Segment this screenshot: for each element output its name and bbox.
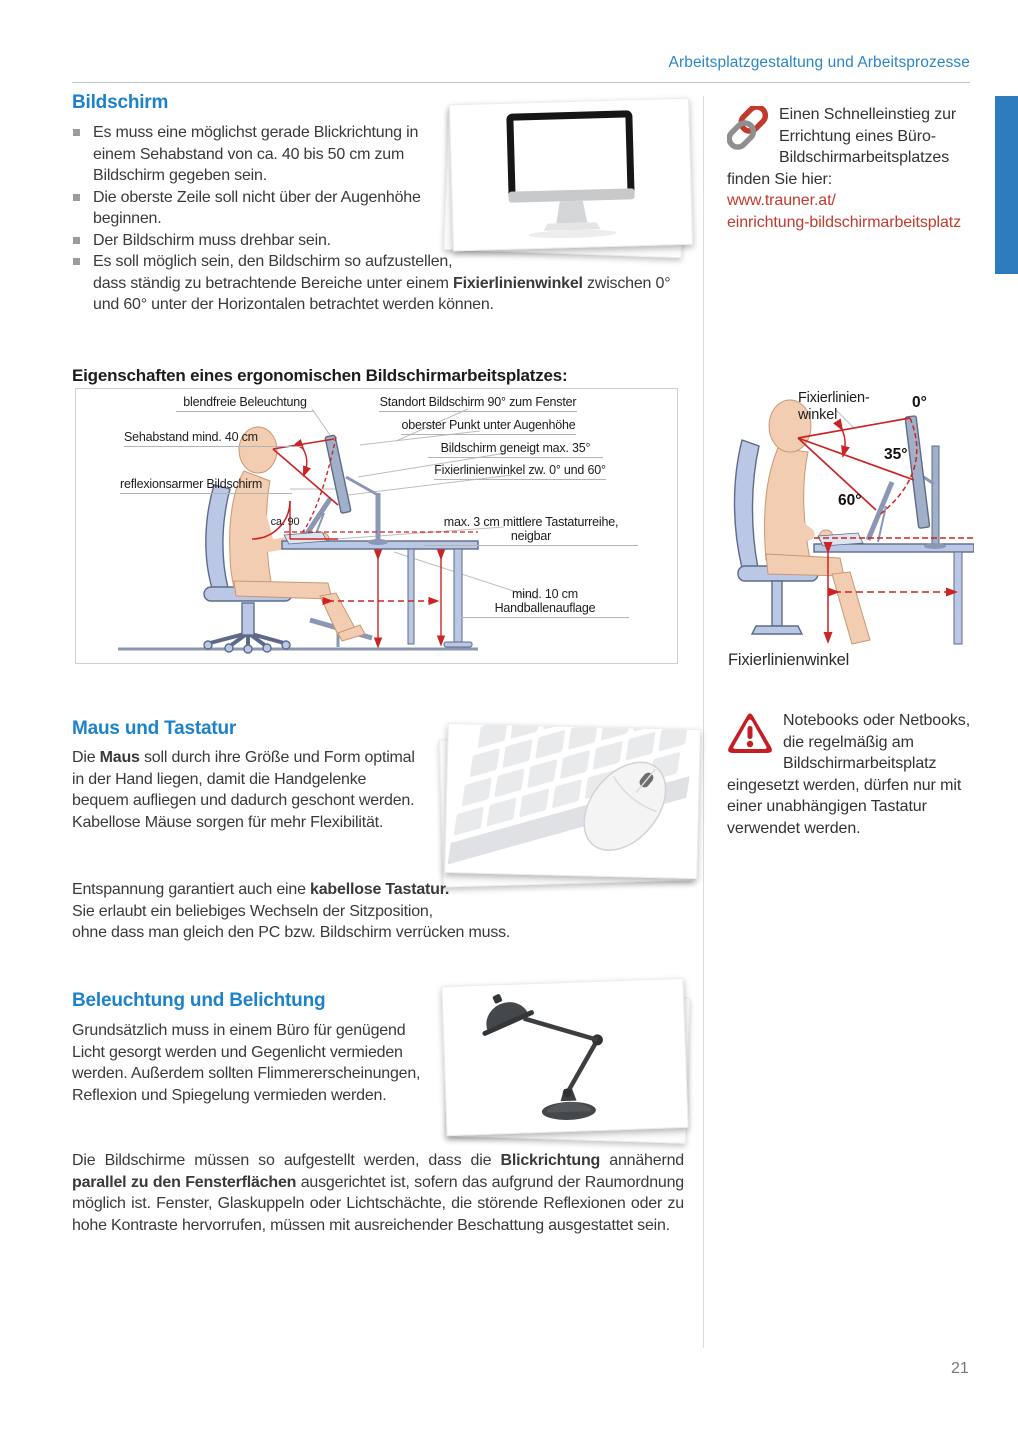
quicklink-url-line2[interactable]: einrichtung-bildschirmarbeitsplatz (727, 213, 962, 231)
diagram-label-beleuchtung: blendfreie Beleuchtung (176, 395, 314, 412)
entspannung-paragraph: Entspannung garantiert auch eine kabellose Tastatur. Sie erlaubt ein beliebiges Wechseln der Sitzposition, ohne dass man gleich den PC bzw. Bildschirm verrücken muss. (72, 879, 684, 944)
angle-label-0: 0° (912, 394, 927, 411)
header-rule (72, 82, 970, 83)
bullet-text: Der Bildschirm muss drehbar sein. (93, 231, 331, 249)
monitor-photo (449, 98, 693, 252)
lamp-photo (441, 978, 688, 1136)
link-icon (727, 106, 769, 150)
blickrichtung-paragraph: Die Bildschirme müssen so aufgestellt werden, dass die Blickrichtung annähernd parallel zu den Fensterflächen ausgerichtet ist, sofern das aufgrund der Raumordnung möglich ist. Fenster, Glaskuppeln oder Lichtschächte, die störende Reflexionen oder zu hohe Kontraste hervorrufen, müssen mit ausreichender Beschattung ausgestattet sein. (72, 1152, 684, 1234)
keyboard-photo (444, 723, 701, 879)
bildschirm-heading: Bildschirm (72, 92, 169, 113)
fixierlinien-diagram (728, 388, 974, 650)
quicklink-note (727, 104, 975, 233)
diagram-label-winkel90: ca. 90 (270, 516, 300, 528)
ergonomics-heading: Eigenschaften eines ergonomischen Bildschirmarbeitsplatzes: (72, 366, 568, 385)
warning-text: Notebooks oder Netbooks, die regelmäßig am Bildschirmarbeitsplatz eingesetzt werden, dürfen nur mit einer unabhängigen Tastatur verwendet werden. (727, 712, 971, 837)
ergonomics-diagram (75, 388, 678, 664)
warning-icon (727, 712, 773, 754)
diagram-label-fixierlinienwinkel: Fixierlinienwinkel zw. 0° und 60° (434, 463, 606, 480)
page-number: 21 (951, 1360, 969, 1377)
lamp-illustration (442, 979, 687, 1135)
column-divider (703, 96, 704, 1348)
fixierlinien-label-line1: Fixierlinien- (798, 390, 870, 406)
fixierlinien-label-line2: winkel (798, 407, 838, 423)
bullet-marker (73, 258, 80, 265)
beleuchtung-paragraph: Grundsätzlich muss in einem Büro für genügend Licht gesorgt werden und Gegenlicht vermieden werden. Außerdem sollten Flimmererscheinungen, Reflexion und Spiegelung vermieden werden. (72, 1022, 421, 1104)
diagram-label-tastaturreihe: max. 3 cm mittlere Tastaturreihe, neigbar (424, 515, 638, 546)
diagram-label-sehabstand: Sehabstand mind. 40 cm (124, 430, 302, 447)
fixierlinien-diagram-canvas (728, 388, 974, 650)
angle-label-60: 60° (838, 492, 862, 509)
bullet-text: Es muss eine möglichst gerade Blickrichtung in einem Sehabstand von ca. 40 bis 50 cm zum Bildschirm gegeben sein. (93, 124, 419, 184)
warning-note (727, 710, 975, 839)
angle-label-35: 35° (884, 446, 908, 463)
diagram-label-reflexionsarm: reflexionsarmer Bildschirm (120, 477, 292, 494)
diagram-label-oberster-punkt: oberster Punkt unter Augenhöhe (401, 418, 576, 435)
bullet-marker (73, 237, 80, 244)
bullet-marker (73, 129, 80, 136)
bullet-marker (73, 194, 80, 201)
monitor-illustration (450, 99, 692, 251)
diagram-label-standort: Standort Bildschirm 90° zum Fenster (379, 395, 577, 412)
wrap-spacer (469, 879, 684, 901)
diagram-label-handballen: mind. 10 cm Handballenauflage (461, 587, 629, 618)
keyboard-illustration (445, 724, 700, 878)
diagram-label-geneigt: Bildschirm geneigt max. 35° (428, 441, 603, 458)
bullet-text: Es soll möglich sein, den Bildschirm so aufzustellen, dass ständig zu betrachtende Bereiche unter einem Fixierlinienwinkel zwischen 0° und 60° unter der Horizontalen betrachtet werden können. (93, 253, 671, 313)
maus-heading: Maus und Tastatur (72, 718, 237, 739)
maus-paragraph: Die Maus soll durch ihre Größe und Form optimal in der Hand liegen, damit die Handgelenke bequem aufliegen und dadurch geschont werden. Kabellose Mäuse sorgen für mehr Flexibilität. (72, 749, 415, 831)
quicklink-text: Einen Schnelleinstieg zur Errichtung eines Büro-Bildschirmarbeitsplatzes finden Sie hier: (727, 106, 957, 188)
quicklink-url-line1[interactable]: www.trauner.at/ (727, 192, 836, 209)
bullet-text: Die oberste Zeile soll nicht über der Augenhöhe beginnen. (93, 188, 421, 227)
beleuchtung-heading: Beleuchtung und Belichtung (72, 990, 326, 1011)
bullet-item (72, 251, 682, 316)
fixierlinien-caption: Fixierlinienwinkel (728, 651, 850, 669)
running-header: Arbeitsplatzgestaltung und Arbeitsprozesse (668, 54, 970, 71)
chapter-accent-bar (995, 96, 1018, 274)
